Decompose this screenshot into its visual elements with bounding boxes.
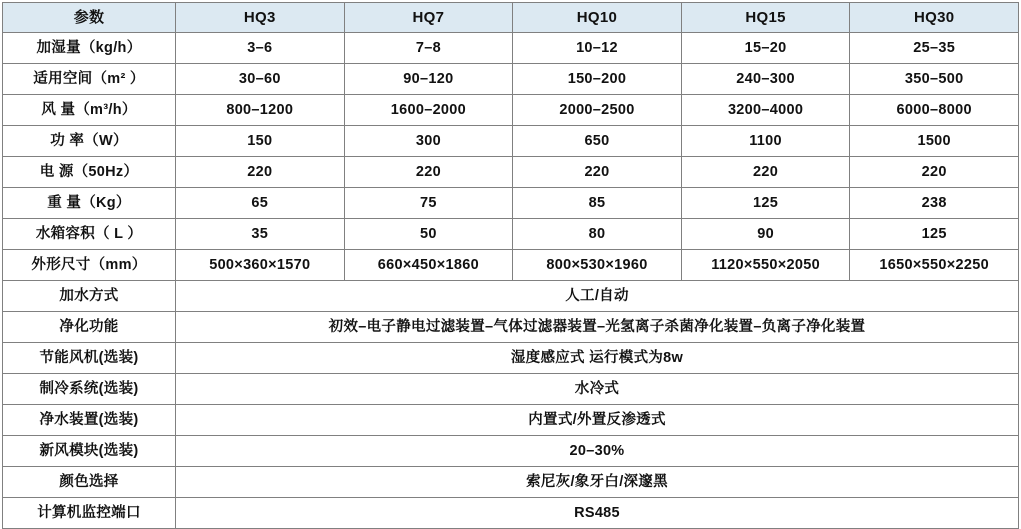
cell-value-merged: 初效–电子静电过滤装置–气体过滤器装置–光氢离子杀菌净化装置–负离子净化装置 (176, 312, 1019, 343)
cell-value: 50 (344, 219, 513, 250)
row-label-humidification: 加湿量（kg/h） (3, 33, 176, 64)
table-row (3, 436, 1019, 467)
cell-value: 220 (176, 157, 345, 188)
table-body (3, 3, 1019, 529)
cell-value: 125 (850, 219, 1019, 250)
cell-value: 1600–2000 (344, 95, 513, 126)
table-row (3, 498, 1019, 529)
cell-value-merged: 内置式/外置反渗透式 (176, 405, 1019, 436)
table-row (3, 188, 1019, 219)
cell-value-merged: 水冷式 (176, 374, 1019, 405)
cell-value: 220 (513, 157, 682, 188)
row-label-energy-saving-fan: 节能风机(选装) (3, 343, 176, 374)
row-label-monitor-port: 计算机监控端口 (3, 498, 176, 529)
cell-value: 150 (176, 126, 345, 157)
row-label-purification: 净化功能 (3, 312, 176, 343)
cell-value: 350–500 (850, 64, 1019, 95)
cell-value: 240–300 (681, 64, 850, 95)
table-header-row (3, 3, 1019, 33)
column-header-hq30: HQ30 (850, 3, 1019, 33)
table-row (3, 250, 1019, 281)
cell-value: 7–8 (344, 33, 513, 64)
table-row (3, 374, 1019, 405)
cell-value-merged: RS485 (176, 498, 1019, 529)
cell-value: 220 (344, 157, 513, 188)
cell-value: 220 (850, 157, 1019, 188)
table-row (3, 157, 1019, 188)
row-label-water-purifier: 净水装置(选装) (3, 405, 176, 436)
cell-value: 1120×550×2050 (681, 250, 850, 281)
column-header-hq7: HQ7 (344, 3, 513, 33)
row-label-fresh-air-module: 新风模块(选装) (3, 436, 176, 467)
row-label-weight: 重 量（Kg） (3, 188, 176, 219)
cell-value-merged: 20–30% (176, 436, 1019, 467)
cell-value: 1650×550×2250 (850, 250, 1019, 281)
cell-value-merged: 湿度感应式 运行模式为8w (176, 343, 1019, 374)
table-row (3, 126, 1019, 157)
cell-value: 3200–4000 (681, 95, 850, 126)
table-row (3, 219, 1019, 250)
cell-value: 800–1200 (176, 95, 345, 126)
cell-value: 90 (681, 219, 850, 250)
cell-value: 15–20 (681, 33, 850, 64)
cell-value: 300 (344, 126, 513, 157)
cell-value-merged: 人工/自动 (176, 281, 1019, 312)
column-header-hq15: HQ15 (681, 3, 850, 33)
row-label-power: 功 率（W） (3, 126, 176, 157)
row-label-color-options: 颜色选择 (3, 467, 176, 498)
cell-value: 30–60 (176, 64, 345, 95)
column-header-hq3: HQ3 (176, 3, 345, 33)
cell-value: 85 (513, 188, 682, 219)
spec-sheet (0, 2, 1021, 521)
cell-value: 150–200 (513, 64, 682, 95)
column-header-hq10: HQ10 (513, 3, 682, 33)
cell-value: 1100 (681, 126, 850, 157)
table-row (3, 405, 1019, 436)
cell-value: 650 (513, 126, 682, 157)
cell-value: 6000–8000 (850, 95, 1019, 126)
table-row (3, 467, 1019, 498)
row-label-water-supply-mode: 加水方式 (3, 281, 176, 312)
row-label-tank-capacity: 水箱容积（ L ） (3, 219, 176, 250)
table-row (3, 95, 1019, 126)
cell-value: 660×450×1860 (344, 250, 513, 281)
table-row (3, 343, 1019, 374)
cell-value: 80 (513, 219, 682, 250)
row-label-airflow: 风 量（m³/h） (3, 95, 176, 126)
cell-value: 25–35 (850, 33, 1019, 64)
table-row (3, 33, 1019, 64)
table-row (3, 64, 1019, 95)
row-label-cooling-system: 制冷系统(选装) (3, 374, 176, 405)
cell-value: 800×530×1960 (513, 250, 682, 281)
cell-value: 2000–2500 (513, 95, 682, 126)
cell-value: 10–12 (513, 33, 682, 64)
row-label-space: 适用空间（m² ） (3, 64, 176, 95)
cell-value-merged: 索尼灰/象牙白/深邃黑 (176, 467, 1019, 498)
cell-value: 125 (681, 188, 850, 219)
row-label-dimensions: 外形尺寸（mm） (3, 250, 176, 281)
cell-value: 238 (850, 188, 1019, 219)
cell-value: 500×360×1570 (176, 250, 345, 281)
cell-value: 35 (176, 219, 345, 250)
cell-value: 90–120 (344, 64, 513, 95)
specification-table (2, 2, 1019, 529)
cell-value: 65 (176, 188, 345, 219)
cell-value: 3–6 (176, 33, 345, 64)
cell-value: 220 (681, 157, 850, 188)
cell-value: 75 (344, 188, 513, 219)
table-row (3, 312, 1019, 343)
cell-value: 1500 (850, 126, 1019, 157)
row-label-supply: 电 源（50Hz） (3, 157, 176, 188)
table-row (3, 281, 1019, 312)
column-header-param: 参数 (3, 3, 176, 33)
